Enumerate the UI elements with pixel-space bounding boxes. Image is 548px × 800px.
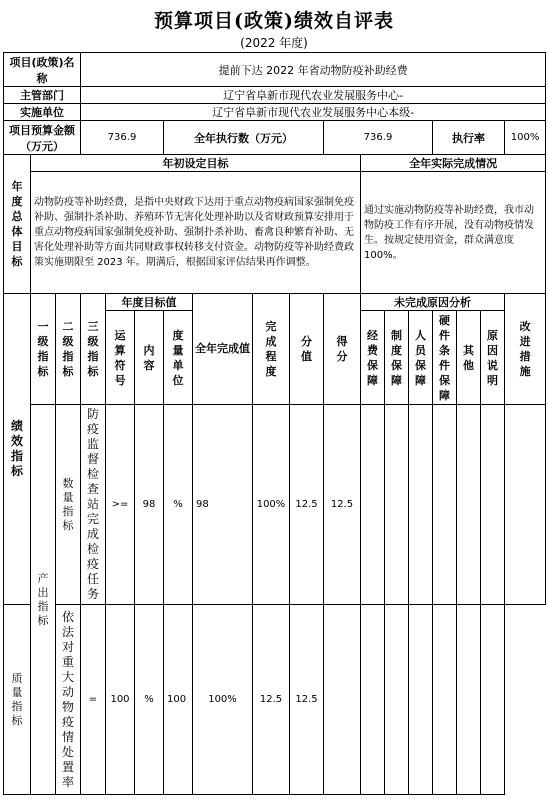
explanation-header: 原因说明: [481, 311, 505, 405]
personnel-header: 人员保障: [409, 311, 433, 405]
score-header: 得分: [324, 294, 361, 405]
system-header: 制度保障: [385, 311, 409, 405]
actual-goal-text: 通过实施动物防疫等补助经费，我市动物防疫工作有序开展，没有动物疫情发生。按规定使用资金，群众满意度 100%。: [361, 172, 546, 294]
operator-value: >=: [106, 405, 135, 605]
budget-value: 736.9: [81, 121, 164, 155]
improvement-header: 改进措施: [505, 294, 546, 405]
annual-goal-label: 年度总体目标: [4, 155, 31, 294]
score-value: 12.5: [290, 405, 324, 605]
score: 12.5: [290, 605, 324, 795]
content-value: 100: [106, 605, 135, 795]
annual-value: 100: [164, 605, 193, 795]
unit-value: %: [164, 405, 193, 605]
annual-value-header: 全年完成值: [193, 294, 253, 405]
unit-value: %: [135, 605, 164, 795]
completion-value: 100%: [193, 605, 253, 795]
operator-value: =: [81, 605, 106, 795]
other-header: 其他: [457, 311, 481, 405]
initial-goal-text: 动物防疫等补助经费，是指中央财政下达用于重点动物疫病国家强制免疫补助、强制扑杀补助、养殖环节无害化处理补助以及省财政预算安排用于重点动物疫病国家强制免疫补助、强制扑杀补助、畜禽良种繁育补助、无害化处理补助等方面共同财政事权转移支付资金。动物防疫等补助经费政策实施期限至 2023 年。期满后，根据国家评估结果再作调整。: [31, 172, 361, 294]
performance-indicator-label: 绩效指标: [4, 294, 31, 605]
level1-value: 产出指标: [31, 405, 56, 795]
content-header: 内容: [135, 311, 164, 405]
level1-header: 一级指标: [31, 294, 56, 405]
table-row: [4, 405, 546, 605]
department-value: 辽宁省阜新市现代农业发展服务中心-: [81, 87, 546, 104]
score: 12.5: [324, 405, 361, 605]
level2-value: 数量指标: [56, 405, 81, 605]
score-value: 12.5: [253, 605, 290, 795]
form-subtitle: (2022 年度): [240, 36, 308, 50]
completion-header: 完成程度: [253, 294, 290, 405]
project-name-label: 项目(政策)名称: [4, 53, 81, 87]
exec-label: 全年执行数（万元）: [164, 121, 324, 155]
budget-label: 项目预算金额（万元）: [4, 121, 81, 155]
level2-value: 质量指标: [4, 605, 31, 795]
level3-value: 防疫监督检查站完成检疫任务: [81, 405, 106, 605]
table-row: [4, 605, 546, 795]
evaluation-table: [3, 52, 546, 795]
initial-goal-header: 年初设定目标: [31, 155, 361, 172]
unit-header: 度量单位: [164, 311, 193, 405]
exec-value: 736.9: [324, 121, 433, 155]
department-label: 主管部门: [4, 87, 81, 104]
operator-header: 运算符号: [106, 311, 135, 405]
implementer-value: 辽宁省阜新市现代农业发展服务中心本级-: [81, 104, 546, 121]
level3-value: 依法对重大动物疫情处置率: [56, 605, 81, 795]
form-title: 预算项目(政策)绩效自评表: [154, 10, 394, 32]
funding-header: 经费保障: [361, 311, 385, 405]
hardware-header: 硬件条件保障: [433, 311, 457, 405]
target-group-header: 年度目标值: [106, 294, 193, 311]
annual-value: 98: [193, 405, 253, 605]
content-value: 98: [135, 405, 164, 605]
reason-group-header: 未完成原因分析: [361, 294, 505, 311]
actual-goal-header: 全年实际完成情况: [361, 155, 546, 172]
level2-header: 二级指标: [56, 294, 81, 405]
rate-value: 100%: [505, 121, 546, 155]
completion-value: 100%: [253, 405, 290, 605]
level3-header: 三级指标: [81, 294, 106, 405]
score-value-header: 分值: [290, 294, 324, 405]
project-name-value: 提前下达 2022 年省动物防疫补助经费: [81, 53, 546, 87]
rate-label: 执行率: [433, 121, 505, 155]
implementer-label: 实施单位: [4, 104, 81, 121]
